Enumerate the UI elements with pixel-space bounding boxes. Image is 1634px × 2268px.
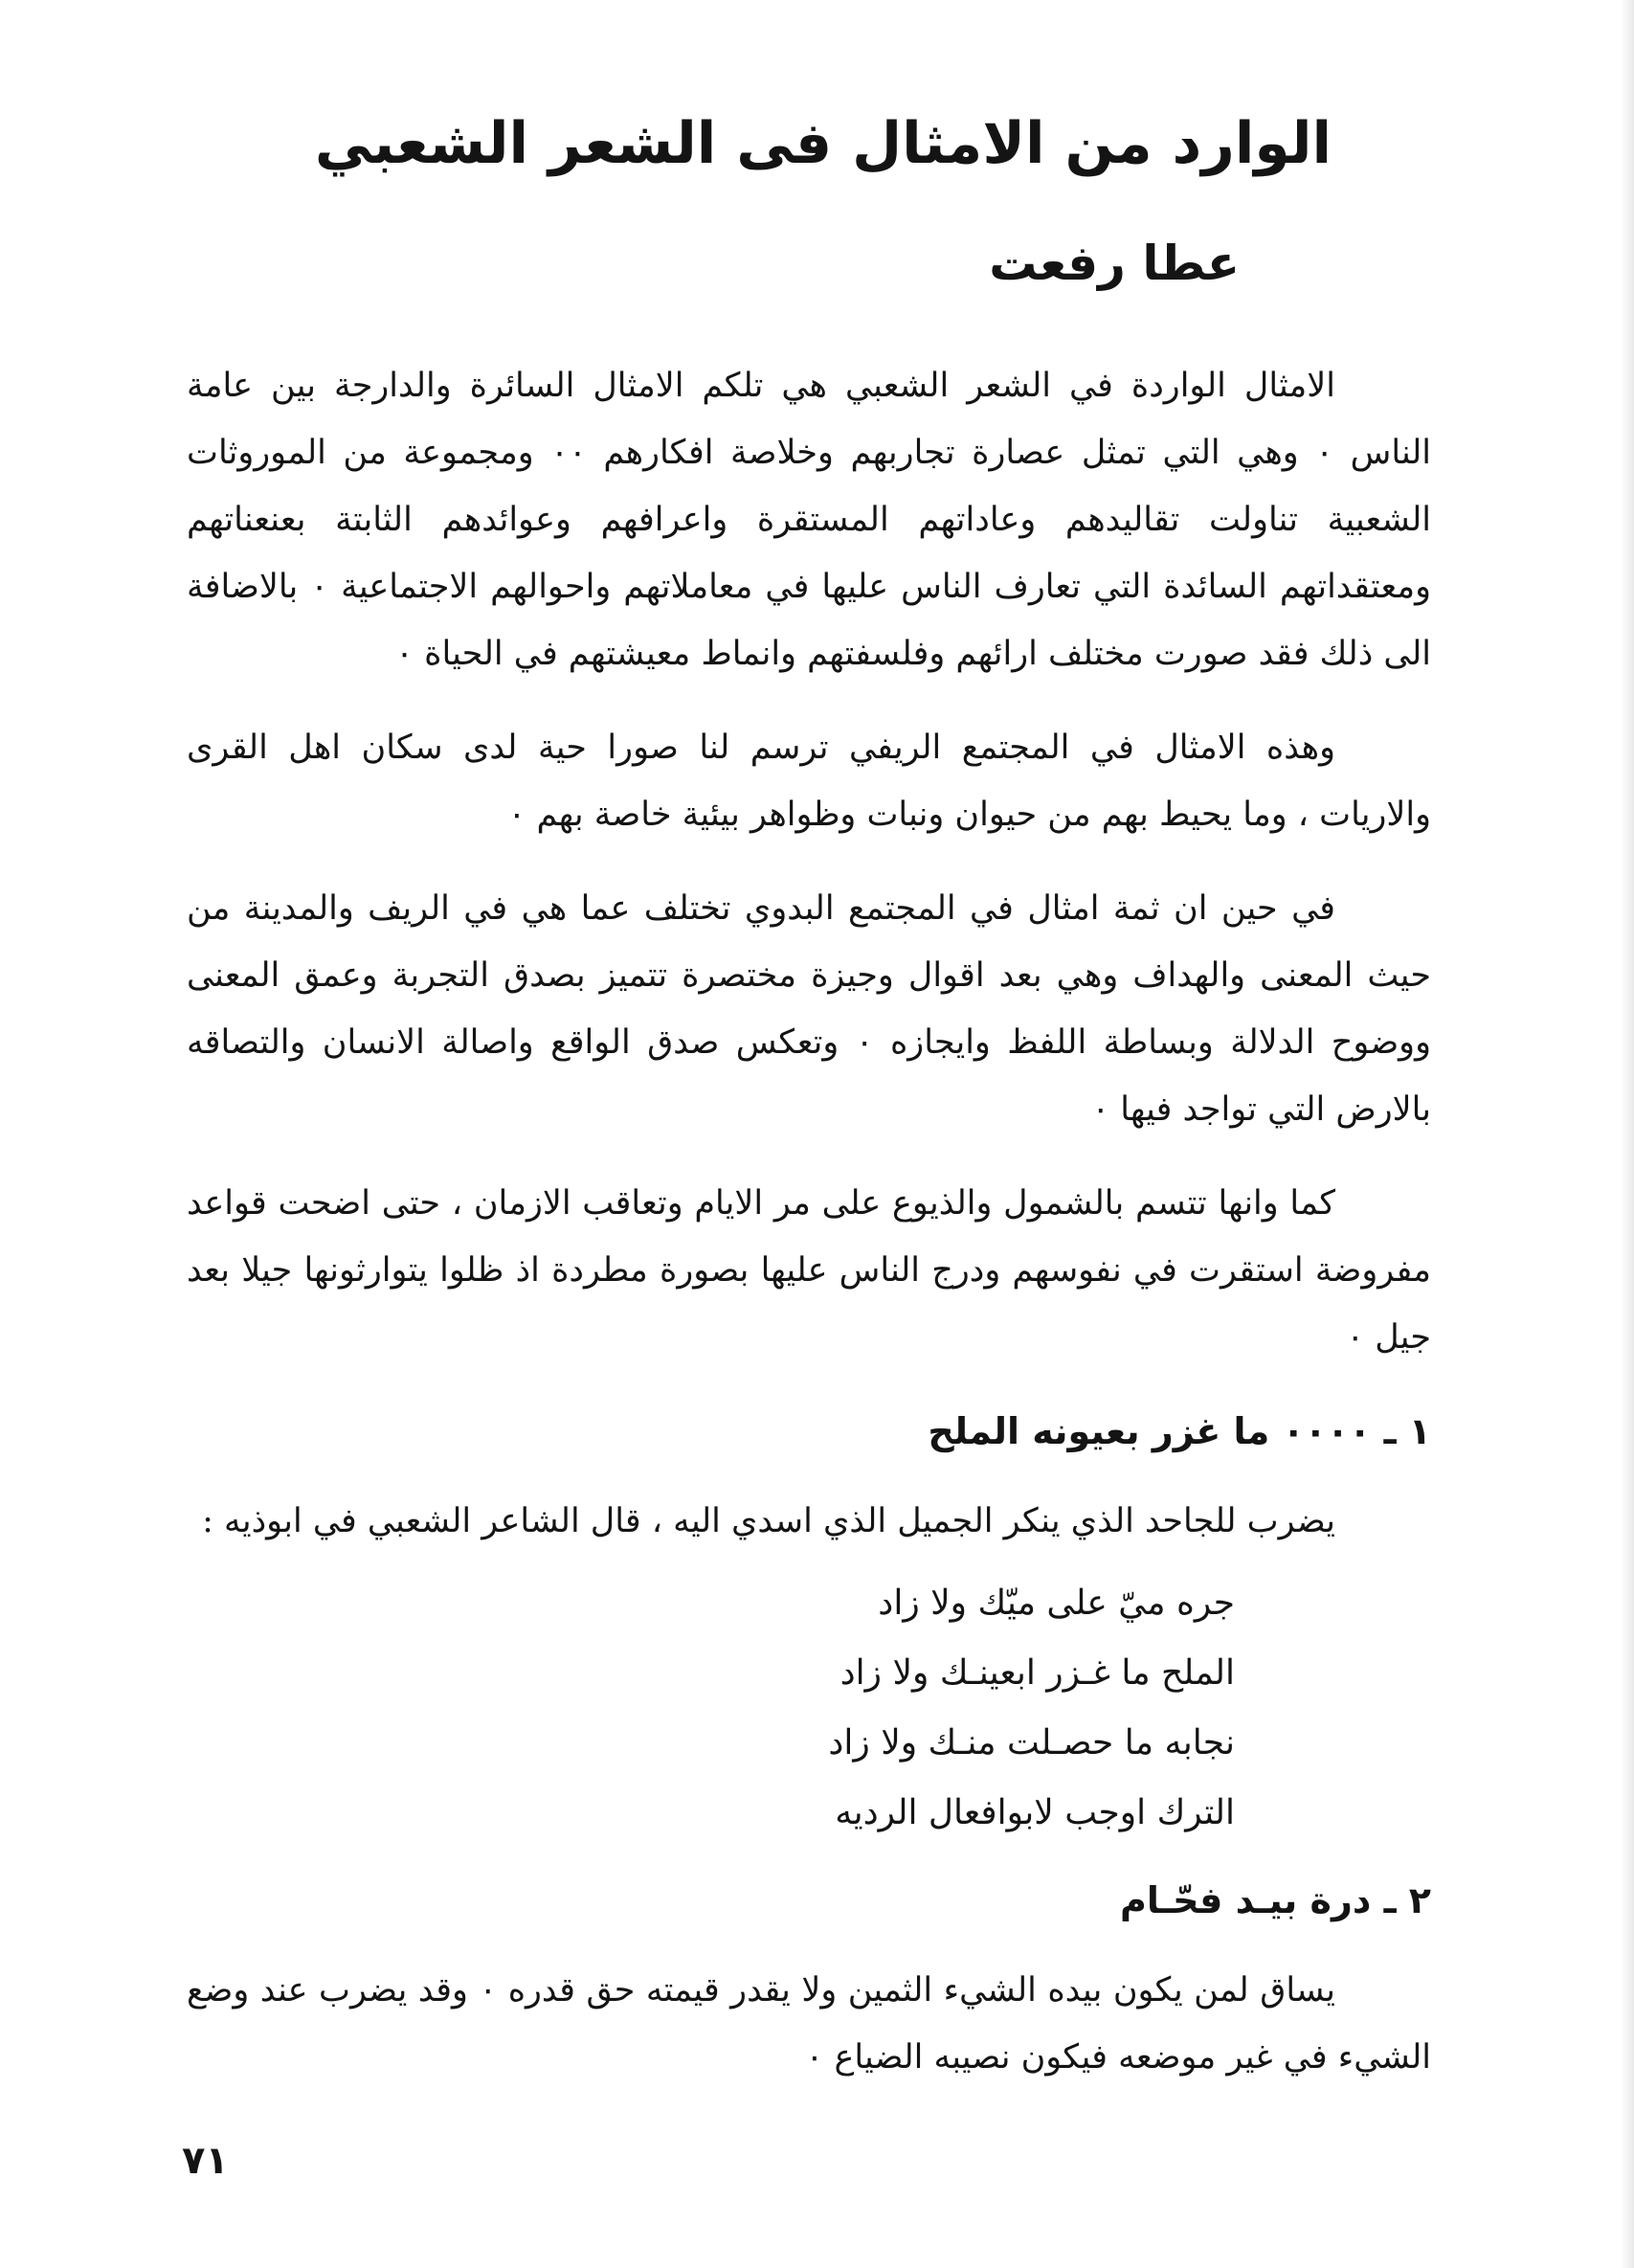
page-number: ٧١	[182, 2139, 229, 2183]
verse-line-3: نجابه ما حصـلت منـك ولا زاد	[828, 1723, 1235, 1763]
article-author: عطا رفعت	[989, 236, 1240, 291]
intro-section	[187, 352, 1431, 1371]
proverb-1-explanation: يضرب للجاحد الذي ينكر الجميل الذي اسدي اليه ، قال الشاعر الشعبي في ابوذيه :	[202, 1502, 1335, 1540]
verse-line-4: الترك اوجب لابوافعال الرديه	[835, 1793, 1235, 1832]
proverb-1-heading: ١ ـ ٠٠٠٠ ما غزر بعيونه الملح	[928, 1410, 1431, 1452]
intro-paragraph-1: الامثال الواردة في الشعر الشعبي هي تلكم الامثال السائرة والدارجة بين عامة الناس ٠ وهي التي تمثل عصارة تجاربهم وخلاصة افكارهم ٠٠ ومجموعة من الموروثات الشعبية تناولت تقاليدهم وعاداتهم المستقرة واعرافهم وعوائدهم الثابتة بعنعناتهم ومعتقداتهم السائدة التي تعارف الناس عليها في معاملاتهم واحوالهم الاجتماعية ٠ بالاضافة الى ذلك فقد صورت مختلف ارائهم وفلسفتهم وانماط معيشتهم في الحياة ٠	[187, 367, 1431, 673]
proverb-2-heading: ٢ ـ درة بيـد فحّـام	[1119, 1879, 1431, 1921]
intro-paragraph-3: في حين ان ثمة امثال في المجتمع البدوي تختلف عما هي في الريف والمدينة من حيث المعنى والهداف وهي بعد اقوال وجيزة مختصرة تتميز بصدق التجربة وعمق المعنى ووضوح الدلالة وبساطة اللفظ وايجازه ٠ وتعكس صدق الواقع واصالة الانسان والتصاقه بالارض التي تواجد فيها ٠	[187, 889, 1431, 1129]
verse-line-2: الملح ما غـزر ابعينـك ولا زاد	[839, 1653, 1235, 1693]
intro-paragraph-2: وهذه الامثال في المجتمع الريفي ترسم لنا صورا حية لدى سكان اهل القرى والاريات ، وما يحيط بهم من حيوان ونبات وظواهر بيئية خاصة بهم ٠	[187, 729, 1431, 834]
scan-edge-shadow	[1621, 0, 1634, 2268]
proverb-1	[187, 1398, 1431, 1848]
article-title: الوارد من الامثال فى الشعر الشعبي	[314, 110, 1332, 177]
intro-paragraph-4: كما وانها تتسم بالشمول والذيوع على مر الايام وتعاقب الازمان ، حتى اضحت قواعد مفروضة استقرت في نفوسهم ودرج الناس عليها بصورة مطردة اذ ظلوا يتوارثونها جيلا بعد جيل ٠	[187, 1184, 1431, 1357]
proverb-2	[187, 1867, 1431, 2091]
proverb-1-verses	[187, 1568, 1431, 1848]
text-column	[187, 101, 1431, 2104]
verse-line-1: جره ميّ على ميّك ولا زاد	[878, 1583, 1235, 1623]
proverb-2-explanation: يساق لمن يكون بيده الشيء الثمين ولا يقدر قيمته حق قدره ٠ وقد يضرب عند وضع الشيء في غير موضعه فيكون نصيبه الضياع ٠	[187, 1971, 1431, 2077]
